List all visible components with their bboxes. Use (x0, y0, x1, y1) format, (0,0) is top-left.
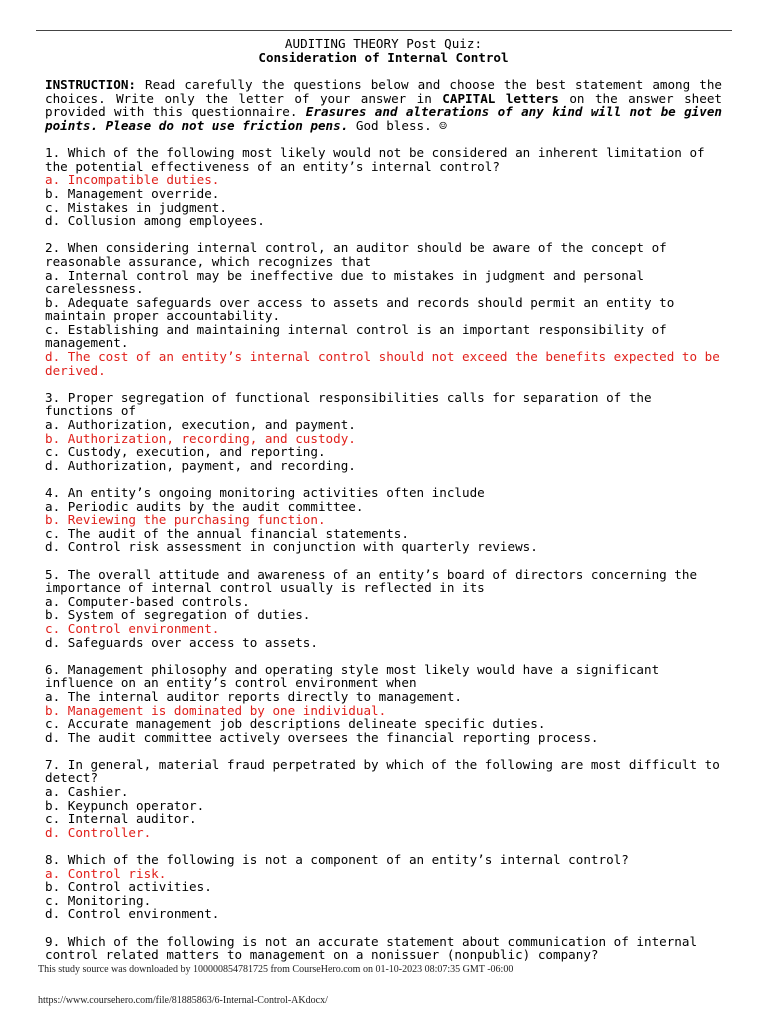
answer-option: c. The audit of the annual financial statements. (45, 525, 409, 541)
question-3 (45, 391, 722, 473)
answer-option-correct: d. Controller. (45, 824, 152, 840)
question-stem: 1. Which of the following most likely would not be considered an inherent limitation of the potential effectiveness of an entity’s internal control? (45, 145, 705, 174)
answer-option: d. Collusion among employees. (45, 213, 265, 229)
instruction-text-3: God bless. ☺ (348, 117, 447, 133)
question-stem: 3. Proper segregation of functional responsibilities calls for separation of the functions of (45, 389, 652, 419)
answer-option: d. Control risk assessment in conjunction with quarterly reviews. (45, 539, 538, 555)
answer-option: a. Periodic audits by the audit committee. (45, 498, 364, 514)
instruction-text-2: on the answer sheet provided with this questionnaire. (45, 90, 722, 120)
answer-option-correct: a. Incompatible duties. (45, 172, 220, 188)
quiz-page (45, 37, 722, 962)
instruction-capital-letters: CAPITAL letters (442, 90, 559, 106)
answer-option: c. Internal auditor. (45, 811, 197, 827)
question-5 (45, 568, 722, 650)
question-7 (45, 758, 722, 840)
answer-option: d. The audit committee actively oversees the financial reporting process. (45, 729, 599, 745)
answer-option: a. Authorization, execution, and payment. (45, 417, 356, 433)
question-stem: 6. Management philosophy and operating style most likely would have a significant influence on an entity’s control environment when (45, 661, 660, 691)
question-8 (45, 853, 722, 921)
answer-option: c. Monitoring. (45, 892, 152, 908)
question-stem: 9. Which of the following is not an accurate statement about communication of internal control related matters to management on a nonissuer (nonpublic) company? (45, 933, 698, 963)
answer-option: a. Internal control may be ineffective due to mistakes in judgment and personal carelessness. (45, 267, 644, 297)
answer-option: b. Adequate safeguards over access to assets and records should permit an entity to maintain proper accountability. (45, 294, 675, 324)
answer-option-correct: b. Management is dominated by one individual. (45, 702, 387, 718)
question-9 (45, 935, 722, 962)
question-stem: 4. An entity’s ongoing monitoring activities often include (45, 485, 485, 500)
question-4 (45, 486, 722, 554)
answer-option: a. The internal auditor reports directly to management. (45, 688, 463, 704)
answer-option-correct: a. Control risk. (45, 865, 167, 881)
question-stem: 2. When considering internal control, an auditor should be aware of the concept of reasonable assurance, which recognizes that (45, 240, 667, 269)
answer-option: b. Keypunch operator. (45, 797, 205, 813)
instruction-paragraph (45, 78, 722, 132)
instruction-text-1: Read carefully the questions below and choose the best statement among the choices. Write only the letter of your answer in (45, 77, 722, 106)
question-stem: 5. The overall attitude and awareness of an entity’s board of directors concerning the importance of internal control usually is reflected in its (45, 566, 698, 596)
question-2 (45, 241, 722, 377)
quiz-title: AUDITING THEORY Post Quiz: (284, 36, 483, 51)
answer-option-correct: b. Authorization, recording, and custody. (45, 430, 356, 446)
question-stem: 8. Which of the following is not a component of an entity’s internal control? (45, 852, 629, 868)
question-1 (45, 146, 722, 228)
instruction-label: INSTRUCTION: (45, 77, 136, 93)
answer-option: c. Mistakes in judgment. (45, 199, 227, 215)
answer-option-correct: b. Reviewing the purchasing function. (45, 512, 326, 528)
answer-option: b. Management override. (45, 185, 220, 201)
answer-option: b. System of segregation of duties. (45, 607, 311, 623)
question-6 (45, 663, 722, 745)
source-url[interactable]: https://www.coursehero.com/file/81885863/6-Internal-Control-AKdocx/ (38, 995, 328, 1006)
instruction-warning: Erasures and alterations of any kind will not be given points. Please do not use friction pens. (45, 104, 722, 133)
answer-option: a. Cashier. (45, 784, 129, 800)
download-note: This study source was downloaded by 100000854781725 from CourseHero.com on 01-10-2023 08:07:35 GMT -06:00 (38, 964, 514, 975)
header-rule (36, 30, 732, 31)
answer-option: c. Accurate management job descriptions delineate specific duties. (45, 716, 546, 732)
answer-option: d. Safeguards over access to assets. (45, 634, 318, 650)
answer-option: c. Establishing and maintaining internal control is an important responsibility of management. (45, 321, 667, 351)
answer-option: d. Authorization, payment, and recording. (45, 457, 356, 473)
answer-option: d. Control environment. (45, 906, 220, 922)
question-stem: 7. In general, material fraud perpetrated by which of the following are most difficult to detect? (45, 756, 720, 786)
answer-option: c. Custody, execution, and reporting. (45, 444, 326, 460)
answer-option-correct: c. Control environment. (45, 620, 220, 636)
answer-option: a. Computer-based controls. (45, 593, 250, 609)
answer-option-correct: d. The cost of an entity’s internal control should not exceed the benefits expected to be derived. (45, 349, 720, 378)
question-list (45, 146, 722, 962)
quiz-subtitle: Consideration of Internal Control (258, 49, 509, 65)
answer-option: b. Control activities. (45, 879, 212, 895)
